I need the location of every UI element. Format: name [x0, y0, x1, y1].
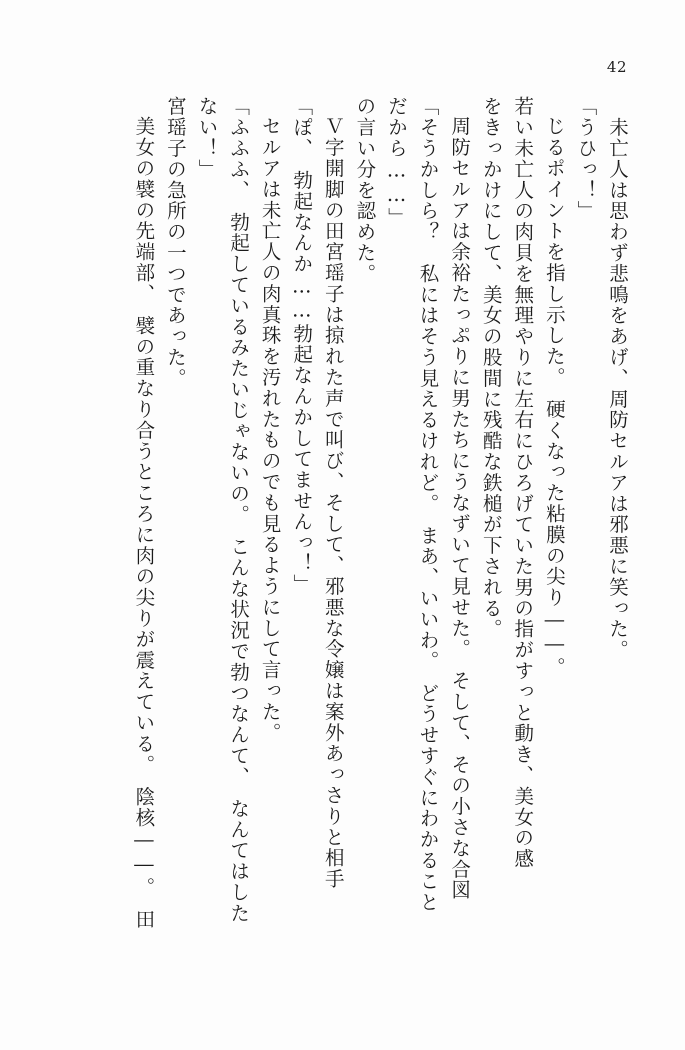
paragraph: 周防セルアは余裕たっぷりに男たちにうなずいて見せた。 そして、その小さな合図	[448, 115, 472, 900]
paragraph: セルアは未亡人の肉真珠を汚れたものでも見るようにして言った。	[258, 115, 282, 743]
paragraph: をきっかけにして、美女の股間に残酷な鉄槌が下される。	[479, 96, 503, 640]
paragraph: 未亡人は思わず悲鳴をあげ、周防セルアは邪悪に笑った。	[606, 96, 629, 661]
vertical-text-body	[55, 96, 633, 976]
paragraph: 「ぽ、 勃起なんか……勃起なんかしてませんっ！」	[290, 96, 314, 595]
paragraph: 美女の襞の先端部、 襞の重なり合うところに肉の尖りが震えている。 陰核――。 田	[132, 115, 156, 930]
paragraph: 若い未亡人の肉貝を無理やりに左右にひろげていた男の指がすっと動き、美女の感	[511, 96, 535, 870]
paragraph: の言い分を認めた。	[353, 96, 377, 285]
paragraph: じるポイントを指し示した。 硬くなった粘膜の尖り――。	[542, 115, 566, 678]
paragraph: 「うひっ！」	[574, 96, 598, 222]
paragraph: だから……」	[384, 96, 408, 229]
paragraph: 「そうかしら？ 私にはそう見えるけれど。 まあ、いいわ。 どうせすぐにわかること	[416, 96, 440, 913]
page-number: 42	[606, 58, 627, 76]
paragraph: 「ふふふ、 勃起しているみたいじゃないの。 こんな状況で勃つなんて、 なんてはした	[227, 96, 251, 924]
paragraph: ない！」	[195, 96, 219, 180]
paragraph: Ｖ字開脚の田宮瑶子は掠れた声で叫び、そして、邪悪な令嬢は案外あっさりと相手	[321, 115, 345, 889]
paragraph: 宮瑶子の急所の一つであった。	[163, 96, 187, 389]
